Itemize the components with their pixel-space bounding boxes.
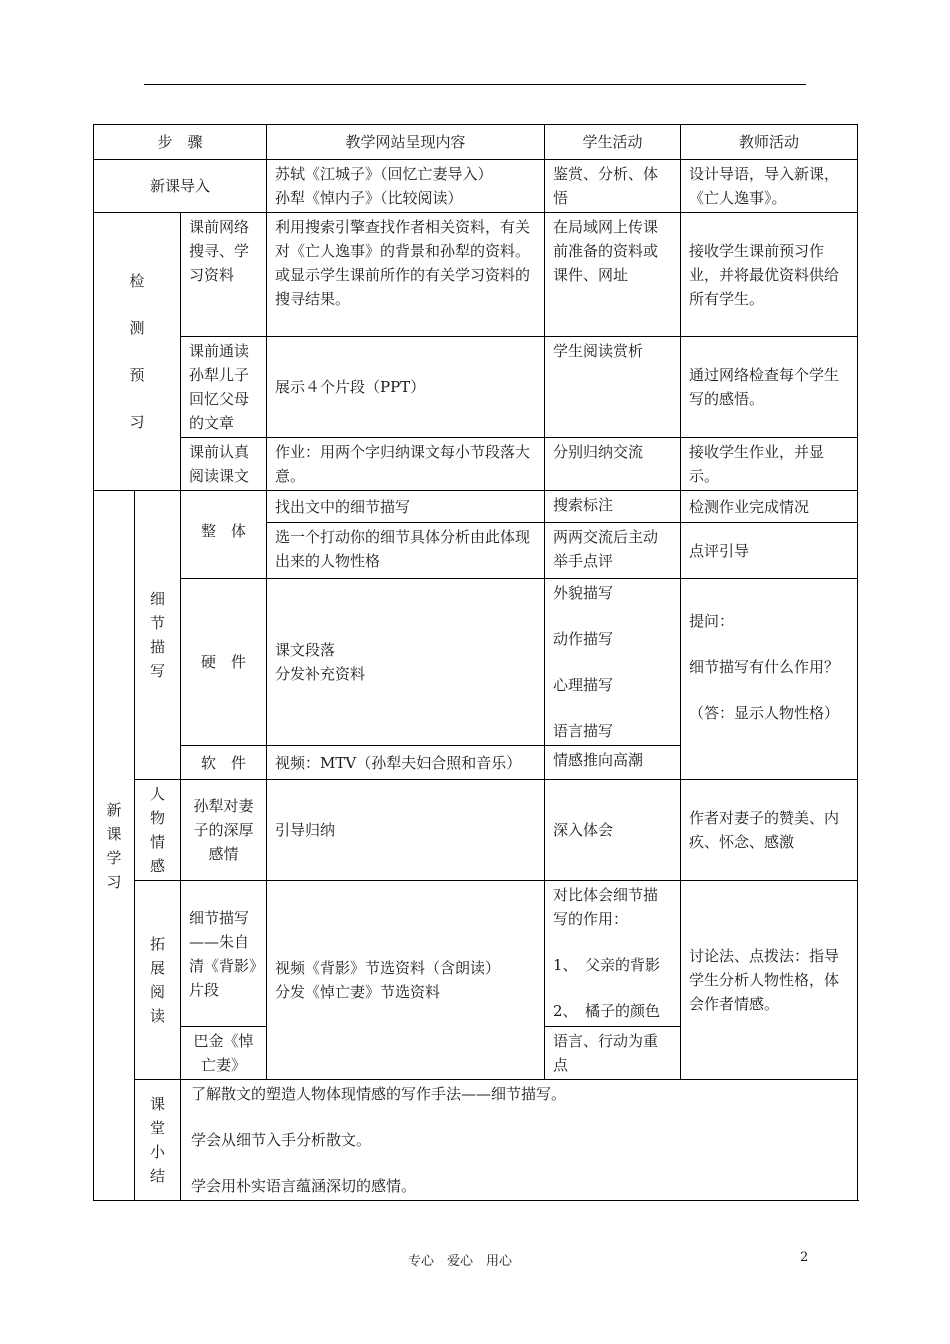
whole-sub bbox=[181, 491, 267, 579]
preview-sub-3: 课前认真阅读课文 bbox=[181, 438, 267, 491]
hardware-teacher-line-3: （答：显示人物性格） bbox=[689, 704, 840, 722]
table-row-preview-3 bbox=[94, 438, 858, 491]
hardware-student bbox=[545, 579, 681, 746]
extension-sub-2: 巴金《悼亡妻》 bbox=[181, 1027, 267, 1080]
character-label bbox=[135, 780, 181, 881]
intro-content bbox=[267, 160, 545, 213]
extension-student-item-1: 1、 父亲的背影 bbox=[553, 956, 661, 974]
extension-label-text: 拓展阅读 bbox=[149, 935, 165, 1025]
footer-motto: 专心 爱心 用心 bbox=[408, 1254, 513, 1269]
table-row-summary bbox=[94, 1080, 858, 1201]
hardware-teacher bbox=[681, 579, 858, 780]
header-student: 学生活动 bbox=[545, 125, 681, 160]
preview-content-1 bbox=[267, 213, 545, 337]
detail-label bbox=[135, 491, 181, 780]
preview-content-3: 作业：用两个字归纳课文每小节段落大意。 bbox=[267, 438, 545, 491]
table-row-intro bbox=[94, 160, 858, 213]
preview-teacher-2: 通过网络检查每个学生写的感悟。 bbox=[681, 337, 858, 438]
character-label-text: 人物情感 bbox=[149, 785, 165, 875]
table-row-whole-1 bbox=[94, 491, 858, 523]
character-content: 引导归纳 bbox=[267, 780, 545, 881]
whole-student-2: 两两交流后主动举手点评 bbox=[545, 523, 681, 579]
hardware-student-item-2: 动作描写 bbox=[553, 630, 614, 648]
hardware-sub: 硬 件 bbox=[181, 579, 267, 746]
hardware-content bbox=[267, 579, 545, 746]
extension-student bbox=[545, 881, 681, 1027]
extension-student-bottom: 语言、行动为重点 bbox=[545, 1027, 681, 1080]
preview-teacher-3: 接收学生作业，并显示。 bbox=[681, 438, 858, 491]
hardware-content-line-1: 课文段落 bbox=[275, 641, 336, 659]
new-lesson-label bbox=[94, 491, 135, 1201]
whole-teacher-2: 点评引导 bbox=[681, 523, 858, 579]
detail-label-text: 细节描写 bbox=[149, 590, 165, 680]
whole-student-1: 搜索标注 bbox=[545, 491, 681, 523]
header-rule bbox=[144, 84, 806, 85]
hardware-teacher-line-2: 细节描写有什么作用？ bbox=[689, 658, 840, 676]
summary-label bbox=[135, 1080, 181, 1201]
summary-content bbox=[181, 1080, 858, 1201]
hardware-teacher-line-1: 提问： bbox=[689, 612, 735, 630]
intro-content-line-1: 苏轼《江城子》（回忆亡妻导入） bbox=[275, 165, 493, 183]
preview-student-1: 在局域网上传课前准备的资料或课件、网址 bbox=[545, 213, 681, 337]
preview-teacher-1: 接收学生课前预习作业，并将最优资料供给所有学生。 bbox=[681, 213, 858, 337]
preview-student-3: 分别归纳交流 bbox=[545, 438, 681, 491]
hardware-student-item-4: 语言描写 bbox=[553, 722, 614, 740]
character-teacher: 作者对妻子的赞美、内疚、怀念、感激 bbox=[681, 780, 858, 881]
whole-sub-text: 整 体 bbox=[200, 522, 246, 540]
hardware-student-item-3: 心理描写 bbox=[553, 676, 614, 694]
table-row-preview-1 bbox=[94, 213, 858, 337]
intro-student: 鉴赏、分析、体悟 bbox=[545, 160, 681, 213]
preview-student-2: 学生阅读赏析 bbox=[545, 337, 681, 438]
character-sub: 孙犁对妻子的深厚感情 bbox=[181, 780, 267, 881]
preview-sub-2: 课前通读孙犁儿子回忆父母的文章 bbox=[181, 337, 267, 438]
summary-line-3: 学会用朴实语言蕴涵深切的感情。 bbox=[191, 1177, 417, 1195]
table-row-extension-1 bbox=[94, 881, 858, 1027]
extension-student-item-2: 2、 橘子的颜色 bbox=[553, 1002, 661, 1020]
table-row-hardware bbox=[94, 579, 858, 746]
intro-content-line-2: 孙犁《悼内子》（比较阅读） bbox=[275, 189, 463, 207]
hardware-content-line-2: 分发补充资料 bbox=[275, 665, 366, 683]
whole-teacher-1: 检测作业完成情况 bbox=[681, 491, 858, 523]
whole-content-2: 选一个打动你的细节具体分析由此体现出来的人物性格 bbox=[267, 523, 545, 579]
summary-line-1: 了解散文的塑造人物体现情感的写作手法——细节描写。 bbox=[191, 1085, 567, 1103]
table-row-preview-2 bbox=[94, 337, 858, 438]
preview-content-1-line-2: 或显示学生课前所作的有关学习资料的搜寻结果。 bbox=[275, 266, 531, 308]
preview-label bbox=[94, 213, 181, 491]
extension-student-intro: 对比体会细节描写的作用： bbox=[553, 886, 659, 928]
character-student: 深入体会 bbox=[545, 780, 681, 881]
summary-line-2: 学会从细节入手分析散文。 bbox=[191, 1131, 372, 1149]
extension-content-line-1: 视频《背影》节选资料（含朗读） bbox=[275, 959, 501, 977]
software-content: 视频：MTV（孙犁夫妇合照和音乐） bbox=[267, 746, 545, 780]
whole-content-1: 找出文中的细节描写 bbox=[267, 491, 545, 523]
intro-step: 新课导入 bbox=[94, 160, 267, 213]
summary-label-text: 课堂小结 bbox=[149, 1095, 165, 1185]
preview-content-1-line-1: 利用搜索引擎查找作者相关资料，有关对《亡人逸事》的背景和孙犁的资料。 bbox=[275, 218, 531, 260]
hardware-student-item-1: 外貌描写 bbox=[553, 584, 614, 602]
extension-content bbox=[267, 881, 545, 1080]
extension-sub-1: 细节描写——朱自清《背影》片段 bbox=[181, 881, 267, 1027]
table-header-row bbox=[94, 125, 858, 160]
intro-teacher: 设计导语，导入新课，《亡人逸事》。 bbox=[681, 160, 858, 213]
preview-content-2: 展示４个片段（PPT） bbox=[267, 337, 545, 438]
extension-teacher: 讨论法、点拨法：指导学生分析人物性格，体会作者情感。 bbox=[681, 881, 858, 1080]
lesson-plan-table bbox=[93, 124, 858, 1201]
header-content: 教学网站呈现内容 bbox=[267, 125, 545, 160]
header-teacher: 教师活动 bbox=[681, 125, 858, 160]
table-row-character bbox=[94, 780, 858, 881]
extension-label bbox=[135, 881, 181, 1080]
software-sub: 软 件 bbox=[181, 746, 267, 780]
extension-content-line-2: 分发《悼亡妻》节选资料 bbox=[275, 983, 441, 1001]
new-lesson-label-text: 新课学习 bbox=[106, 800, 122, 891]
header-steps: 步 骤 bbox=[94, 125, 267, 160]
preview-sub-1: 课前网络搜寻、学习资料 bbox=[181, 213, 267, 337]
page-number: 2 bbox=[800, 1250, 809, 1265]
software-student: 情感推向高潮 bbox=[545, 746, 681, 780]
preview-label-text: 检测预习 bbox=[129, 271, 145, 431]
